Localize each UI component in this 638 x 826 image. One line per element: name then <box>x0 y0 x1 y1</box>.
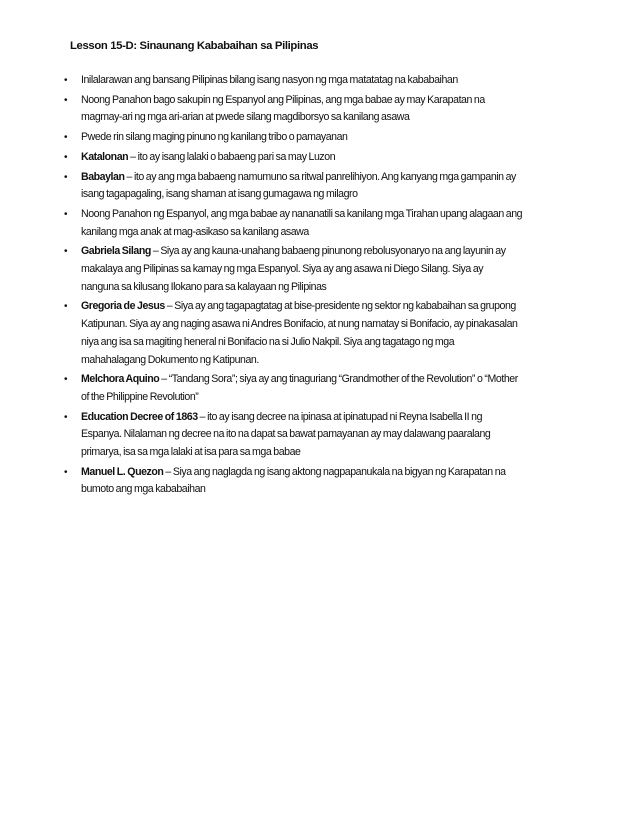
list-item-line <box>81 149 584 167</box>
list-item <box>64 92 584 127</box>
list-item-text: mahahalagang Dokumento ng Katipunan. <box>81 353 259 366</box>
list-item-line <box>81 371 584 389</box>
list-item-line <box>81 261 584 279</box>
list-item-line <box>81 129 584 147</box>
list-item-line <box>81 316 584 334</box>
list-item-term: Babaylan <box>81 170 125 183</box>
list-item <box>64 169 584 204</box>
list-item-text: – Siya ay ang kauna-unahang babaeng pinunong rebolusyonaryo na ang layunin ay <box>150 245 506 258</box>
list-item-term: Gregoria de Jesus <box>81 300 165 313</box>
list-item-line <box>81 352 584 370</box>
list-item-term: Gabriela Silang <box>81 245 151 258</box>
list-item-text: of the Philippine Revolution” <box>81 390 199 403</box>
list-item <box>64 243 584 296</box>
list-item-text: Espanya. Nilalaman ng decree na ito na dapat sa bawat pamayanan ay may dalawang paaralang <box>81 428 491 441</box>
list-item-line <box>81 224 584 242</box>
list-item <box>64 464 584 499</box>
list-item-text: – Siya ang naglagda ng isang aktong nagpapanukala na bigyan ng Karapatan na <box>163 465 506 478</box>
list-item-line <box>81 334 584 352</box>
list-item-term: Melchora Aquino <box>81 373 160 386</box>
list-item-text: nanguna sa kilusang Ilokano para sa kalayaan ng Pilipinas <box>81 280 327 293</box>
list-item-line <box>81 444 584 462</box>
list-item-text: niya ang isa sa magiting heneral ni Bonifacio na si Julio Nakpil. Siya ang tagatago ng mga <box>81 335 455 348</box>
list-item-line <box>81 243 584 261</box>
list-item <box>64 149 584 167</box>
list-item-line <box>81 186 584 204</box>
list-item-term: Katalonan <box>81 150 129 163</box>
bullet-icon: • <box>64 208 68 220</box>
list-item-text: kanilang mga anak at mag-asikaso sa kanilang asawa <box>81 225 309 238</box>
list-item-line <box>81 206 584 224</box>
list-item-text: Inilalarawan ang bansang Pilipinas bilang isang nasyon ng mga matatatag na kababaihan <box>81 74 458 86</box>
list-item-line <box>81 464 584 482</box>
list-item-line <box>81 409 584 427</box>
list-item <box>64 72 584 90</box>
list-item-text: magmay-ari ng mga ari-arian at pwede silang magdiborsyo sa kanilang asawa <box>81 111 410 124</box>
bullet-icon: • <box>64 75 68 86</box>
list-item <box>64 409 584 462</box>
page-title: Lesson 15-D: Sinaunang Kababaihan sa Pilipinas <box>70 40 319 52</box>
list-item-text: – ito ay isang lalaki o babaeng pari sa may Luzon <box>128 150 336 163</box>
list-item-line <box>81 426 584 444</box>
bullet-icon: • <box>64 171 68 183</box>
list-item-text: bumoto ang mga kababaihan <box>81 483 206 496</box>
bullet-icon: • <box>64 466 68 478</box>
list-item-text: – ito ay isang decree na ipinasa at ipinatupad ni Reyna Isabella II ng <box>197 410 483 423</box>
list-item-text: – “Tandang Sora”; siya ay ang tinaguriang “Grandmother of the Revolution” o “Mother <box>159 373 518 386</box>
list-item-line <box>81 109 584 127</box>
list-item-line <box>81 72 584 90</box>
list-item-text: makalaya ang Pilipinas sa kamay ng mga Espanyol. Siya ay ang asawa ni Diego Silang. Siya ay <box>81 263 484 276</box>
list-item-line <box>81 481 584 499</box>
list-item-text: Katipunan. Siya ay ang naging asawa ni Andres Bonifacio, at nung namatay si Bonifacio, ay pinakasalan <box>81 318 518 331</box>
list-item <box>64 129 584 147</box>
list-item-text: – Siya ay ang tagapagtatag at bise-presidente ng sektor ng kababaihan sa grupong <box>164 300 516 313</box>
list-item-text: Noong Panahon ng Espanyol, ang mga babae ay nananatili sa kanilang mga Tirahan upang alagaan ang <box>81 207 523 220</box>
bullet-icon: • <box>64 246 68 258</box>
list-item-term: Education Decree of 1863 <box>81 410 198 423</box>
bullet-list <box>64 72 584 501</box>
list-item-text: primarya, isa sa mga lalaki at isa para sa mga babae <box>81 446 301 459</box>
list-item-text: Noong Panahon bago sakupin ng Espanyol ang Pilipinas, ang mga babae ay may Karapatan na <box>81 93 485 106</box>
list-item <box>64 206 584 241</box>
list-item-line <box>81 298 584 316</box>
bullet-icon: • <box>64 94 68 106</box>
bullet-icon: • <box>64 151 68 163</box>
list-item-line <box>81 279 584 297</box>
list-item-text: Pwede rin silang maging pinuno ng kanilang tribo o pamayanan <box>81 131 348 144</box>
bullet-icon: • <box>64 374 68 386</box>
list-item <box>64 298 584 369</box>
list-item-line <box>81 92 584 110</box>
bullet-icon: • <box>64 301 68 313</box>
bullet-icon: • <box>64 132 68 144</box>
list-item-term: Manuel L. Quezon <box>81 465 164 478</box>
list-item <box>64 371 584 406</box>
list-item-text: – ito ay ang mga babaeng namumuno sa ritwal panrelihiyon. Ang kanyang mga gampanin ay <box>124 170 516 183</box>
list-item-line <box>81 389 584 407</box>
list-item-text: isang tagapagaling, isang shaman at isang gumagawa ng milagro <box>81 188 358 201</box>
list-item-line <box>81 169 584 187</box>
bullet-icon: • <box>64 411 68 423</box>
